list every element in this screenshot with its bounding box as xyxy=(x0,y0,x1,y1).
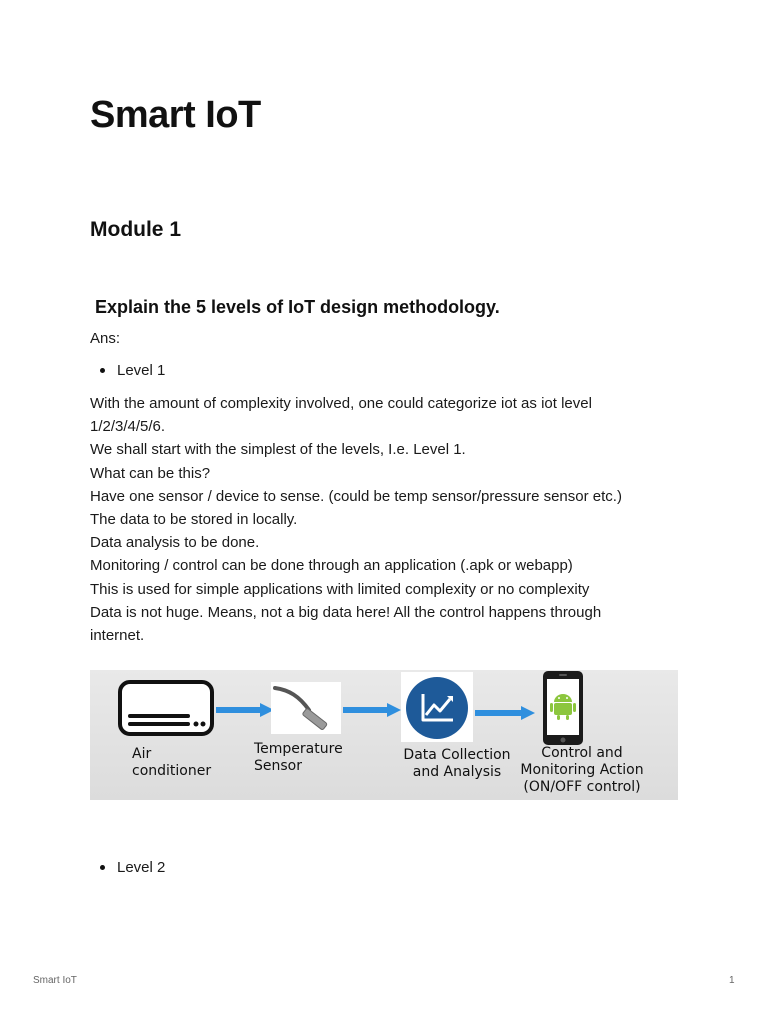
list-item-label: Level 1 xyxy=(117,362,166,379)
answer-label: Ans: xyxy=(90,330,121,347)
list-item-label: Level 2 xyxy=(117,859,166,876)
level-1-paragraph xyxy=(90,392,690,647)
paragraph-line: With the amount of complexity involved, one could categorize iot as iot level xyxy=(90,395,592,412)
bullet-icon xyxy=(100,368,105,373)
paragraph-line: Monitoring / control can be done through an application (.apk or webapp) xyxy=(90,557,573,575)
bullet-icon xyxy=(100,865,105,870)
flow-arrow xyxy=(216,703,274,717)
question-heading: Explain the 5 levels of IoT design methodology. xyxy=(95,297,500,317)
temperature-sensor-icon xyxy=(271,682,341,734)
paragraph-line: Have one sensor / device to sense. (could be temp sensor/pressure sensor etc.) xyxy=(90,487,622,505)
control-monitoring-label-line: Monitoring Action xyxy=(520,762,644,778)
air-conditioner-label-line: conditioner xyxy=(132,763,212,779)
paragraph-line: We shall start with the simplest of the levels, I.e. Level 1. xyxy=(90,441,466,459)
control-monitoring-label xyxy=(508,745,656,796)
module-heading: Module 1 xyxy=(90,218,182,241)
data-collection-label-line: and Analysis xyxy=(412,764,502,780)
chart-circle-icon xyxy=(401,672,473,742)
document-title: Smart IoT xyxy=(90,94,261,136)
paragraph-line: internet. xyxy=(90,627,145,645)
android-phone-icon xyxy=(541,670,585,746)
flow-arrow xyxy=(343,703,401,717)
temperature-sensor-image xyxy=(271,682,341,734)
paragraph-line: 1/2/3/4/5/6. xyxy=(90,418,166,436)
data-collection-label-line: Data Collection xyxy=(403,747,511,763)
footer-title: Smart IoT xyxy=(33,975,77,986)
level-1-diagram xyxy=(90,670,678,800)
air-conditioner-icon xyxy=(118,680,214,736)
paragraph-line: Data analysis to be done. xyxy=(90,534,260,552)
data-collection-label xyxy=(397,747,517,781)
data-collection-image xyxy=(401,672,473,742)
air-conditioner-label-line: Air xyxy=(132,746,152,762)
paragraph-line: The data to be stored in locally. xyxy=(90,511,298,529)
paragraph-line: What can be this? xyxy=(90,464,211,482)
temperature-sensor-label xyxy=(254,741,343,775)
temperature-sensor-label-line: Temperature xyxy=(254,741,343,757)
control-monitoring-label-line: (ON/OFF control) xyxy=(523,779,641,795)
control-monitoring-label-line: Control and xyxy=(541,745,623,761)
temperature-sensor-label-line: Sensor xyxy=(254,758,302,774)
flow-arrow xyxy=(475,706,535,720)
air-conditioner-label xyxy=(132,746,211,780)
paragraph-line: This is used for simple applications with limited complexity or no complexity xyxy=(90,580,590,598)
paragraph-line: Data is not huge. Means, not a big data here! All the control happens through xyxy=(90,603,602,621)
page-number: 1 xyxy=(729,975,735,986)
